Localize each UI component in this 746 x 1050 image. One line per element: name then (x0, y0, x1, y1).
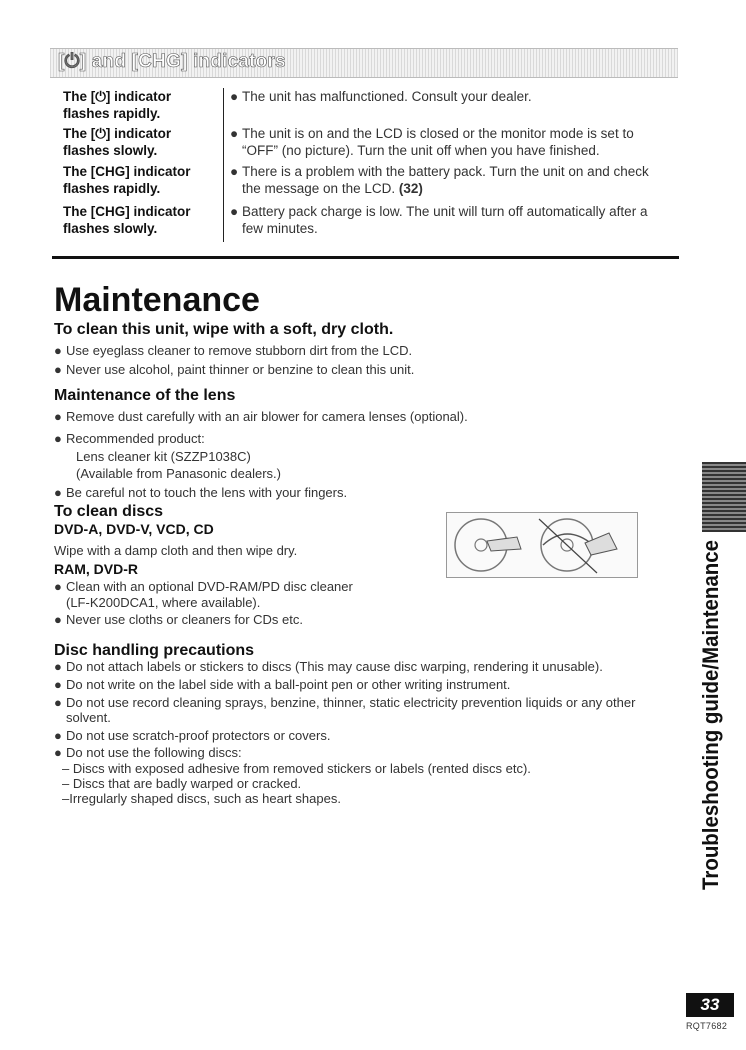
instruction-text: Wipe with a damp cloth and then wipe dry. (54, 543, 298, 558)
list-item: ● Do not use scratch-proof protectors or covers. (54, 728, 331, 743)
indicator-label (63, 88, 223, 122)
bullet-icon: ● (230, 164, 239, 179)
indicator-description: ● The unit is on and the LCD is closed or the monitor mode is set to “OFF” (no picture). Turn the unit off when you have finished. (230, 126, 634, 158)
disc-wiping-icon (447, 513, 637, 577)
list-item: ● Do not attach labels or stickers to discs (This may cause disc warping, rendering it unusable). (54, 659, 603, 674)
indicator-label-line: The [⏻] indicator (63, 126, 172, 141)
list-item: ● Remove dust carefully with an air blower for camera lenses (optional). (54, 409, 468, 424)
bullet-icon: ● (54, 745, 62, 760)
disc-wiping-illustration (446, 512, 638, 578)
bullet-icon: ● (54, 362, 62, 377)
list-item: ● Clean with an optional DVD-RAM/PD disc cleaner (54, 579, 353, 594)
indicator-label (63, 203, 223, 237)
page-title: Maintenance (54, 281, 260, 319)
handling-heading: Disc handling precautions (54, 642, 255, 659)
bullet-icon: ● (54, 612, 62, 627)
indicator-label-line: flashes slowly. (63, 221, 158, 236)
sub-list-item: – Discs that are badly warped or cracked. (62, 776, 302, 791)
bullet-icon: ● (230, 204, 239, 219)
list-item: ● Never use alcohol, paint thinner or benzine to clean this unit. (54, 362, 415, 377)
indicator-label-line: The [⏻] indicator (63, 89, 172, 104)
side-tab-label: Troubleshooting guide/Maintenance (698, 535, 723, 890)
sub-list-item: –Irregularly shaped discs, such as heart shapes. (62, 791, 341, 806)
bullet-icon: ● (54, 409, 62, 424)
clean-discs-heading: To clean discs (54, 503, 164, 520)
lens-heading: Maintenance of the lens (54, 387, 236, 404)
sub-list-item: – Discs with exposed adhesive from removed stickers or labels (rented discs etc). (62, 761, 531, 776)
list-item: ● Do not write on the label side with a ball-point pen or other writing instrument. (54, 677, 511, 692)
list-item: ● Use eyeglass cleaner to remove stubborn dirt from the LCD. (54, 343, 413, 358)
indicator-label-line: flashes rapidly. (63, 106, 161, 121)
product-note: (Available from Panasonic dealers.) (76, 466, 281, 481)
bullet-icon: ● (54, 728, 62, 743)
list-item: ● Never use cloths or cleaners for CDs etc. (54, 612, 303, 627)
table-divider (223, 88, 224, 242)
indicator-label-line: The [CHG] indicator (63, 204, 191, 219)
section-header-title: [⏻] and [CHG] indicators (58, 51, 286, 72)
bullet-icon: ● (54, 431, 62, 446)
list-item: ● Do not use the following discs: (54, 745, 242, 760)
list-item-continuation: (LF-K200DCA1, where available). (66, 595, 261, 610)
bullet-icon: ● (54, 659, 62, 674)
indicator-label (63, 163, 223, 197)
section-divider (52, 256, 679, 259)
list-item: ● Recommended product: (54, 431, 205, 446)
disc-type-label: DVD-A, DVD-V, VCD, CD (54, 521, 214, 537)
clean-unit-heading: To clean this unit, wipe with a soft, dry cloth. (54, 321, 394, 338)
side-tab-marker (702, 462, 746, 532)
product-name: Lens cleaner kit (SZZP1038C) (76, 449, 251, 464)
bullet-icon: ● (230, 89, 239, 104)
bullet-icon: ● (54, 343, 62, 358)
indicator-label-line: flashes slowly. (63, 143, 158, 158)
indicator-label-line: The [CHG] indicator (63, 164, 191, 179)
page-number: 33 (700, 995, 720, 1014)
document-id: RQT7682 (686, 1021, 728, 1031)
indicator-description: ● The unit has malfunctioned. Consult your dealer. (230, 89, 532, 104)
list-item-continuation: solvent. (66, 710, 111, 725)
indicator-description: ● Battery pack charge is low. The unit will turn off automatically after a few minutes. (230, 204, 648, 236)
disc-type-label: RAM, DVD-R (54, 561, 138, 577)
bullet-icon: ● (54, 695, 62, 710)
list-item: ● Be careful not to touch the lens with your fingers. (54, 485, 348, 500)
bullet-icon: ● (54, 485, 62, 500)
bullet-icon: ● (54, 579, 62, 594)
indicator-description: ● There is a problem with the battery pack. Turn the unit on and check the message on the LCD. (32) (230, 164, 649, 196)
side-tab (690, 535, 730, 895)
bullet-icon: ● (54, 677, 62, 692)
side-tab-text (690, 535, 730, 895)
indicator-label-line: flashes rapidly. (63, 181, 161, 196)
bullet-icon: ● (230, 126, 239, 141)
list-item: ● Do not use record cleaning sprays, benzine, thinner, static electricity prevention liquids or any other (54, 695, 636, 710)
indicator-label (63, 125, 223, 159)
page-reference: (32) (398, 181, 423, 196)
